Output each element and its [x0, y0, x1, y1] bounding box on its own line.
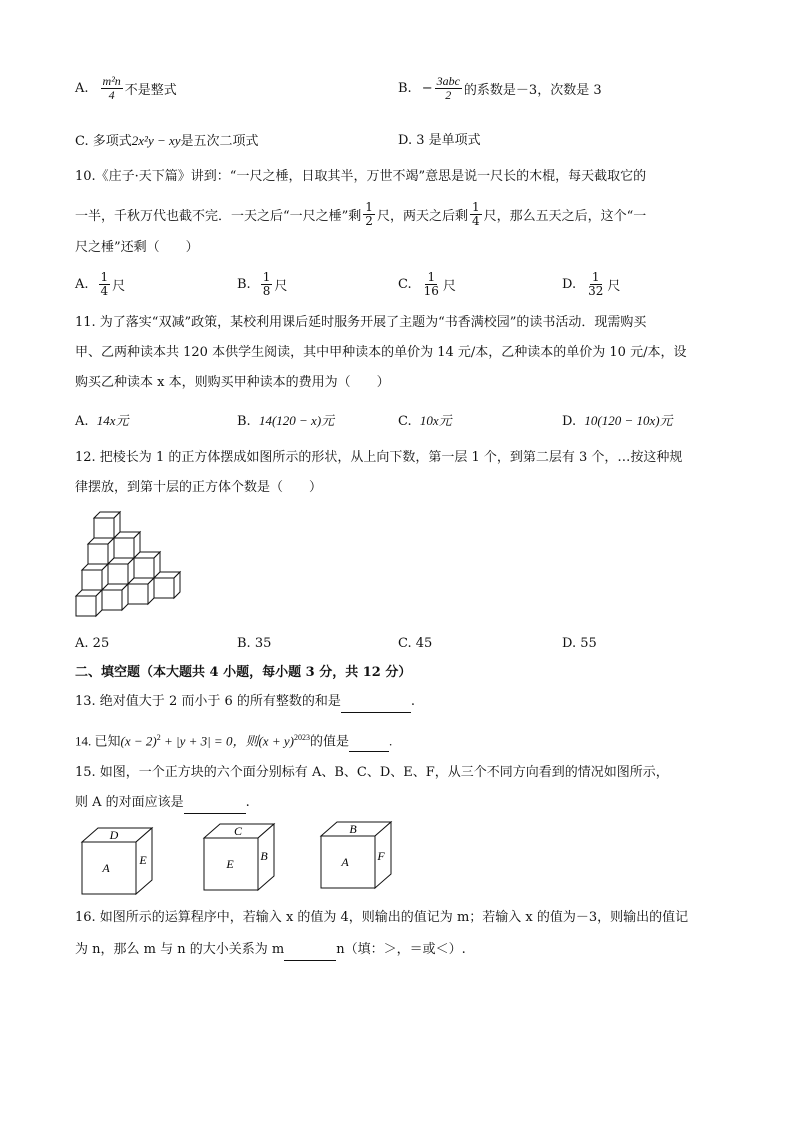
exponent: 2	[156, 733, 161, 742]
option-label: C.	[398, 276, 412, 292]
numerator: 1	[591, 269, 600, 284]
q15-line2	[75, 793, 250, 814]
period: .	[245, 795, 250, 810]
fraction	[99, 271, 111, 298]
denominator: 4	[108, 87, 115, 102]
option-label: D.	[562, 276, 577, 292]
option-label: D.	[562, 414, 577, 429]
cube	[134, 552, 160, 578]
q12-option-a	[75, 634, 109, 654]
cube	[108, 558, 134, 584]
option-label: A.	[75, 414, 89, 429]
q10-option-d	[562, 266, 620, 302]
q16-text-b: n（填：＞，＝或＜）.	[336, 942, 466, 957]
option-value: 45	[415, 636, 433, 651]
option-text: 不是整式	[124, 82, 177, 98]
q12-option-b	[237, 634, 271, 654]
q14-prefix: 14. 已知	[75, 733, 121, 749]
face-side-label: E	[139, 853, 147, 867]
labeled-cube-1	[80, 826, 160, 898]
face-top-label: C	[233, 824, 243, 838]
option-expr: 10(120 − 10x)元	[584, 413, 673, 428]
q10-option-b	[237, 266, 287, 302]
face-top-label: D	[109, 828, 119, 842]
fraction	[586, 271, 605, 298]
q10-text-a: 一半，千秋万代也截不完．一天之后“一尺之棰”剩	[75, 208, 362, 224]
numerator: 1	[365, 199, 373, 214]
q11-option-a	[75, 411, 129, 432]
face-side-label: B	[260, 849, 268, 863]
cube	[114, 532, 140, 558]
cube	[154, 572, 180, 598]
option-text: 是五次二项式	[180, 134, 259, 149]
option-label: D.	[398, 133, 413, 148]
q9-option-b	[398, 70, 602, 106]
q14-suffix: 的值是	[309, 733, 349, 749]
q11-option-c	[398, 411, 452, 432]
section-heading: 二、填空题（本大题共 4 小题，每小题 3 分，共 12 分）	[75, 665, 412, 680]
cube	[128, 578, 154, 604]
q16-line1: 16. 如图所示的运算程序中，若输入 x 的值为 4，则输出的值记为 m；若输入 x 的值为－3，则输出的值记	[75, 910, 689, 925]
cube	[82, 564, 108, 590]
unit: 尺	[607, 278, 621, 294]
answer-blank[interactable]	[184, 793, 246, 814]
answer-blank[interactable]	[341, 692, 411, 713]
option-label: C.	[398, 414, 412, 429]
option-label: B.	[398, 80, 412, 96]
expression: 2x²y − xy	[131, 133, 181, 148]
exponent: 2023	[293, 733, 310, 742]
cube	[94, 512, 120, 538]
q11-line3: 购买乙种读本 x 本，则购买甲种读本的费用为（ ）	[75, 375, 390, 390]
expression: + |y + 3| = 0，则	[160, 733, 259, 749]
q10-option-c	[398, 266, 456, 302]
q10-line1: 10.《庄子·天下篇》讲到：“一尺之棰，日取其半，万世不竭”意思是说一尺长的木棍，每天截取它的	[75, 169, 647, 184]
option-label: B.	[237, 414, 251, 429]
period: .	[410, 694, 416, 709]
q11-line1: 11. 为了落实“双减”政策，某校利用课后延时服务开展了主题为“书香满校园”的读书活动．现需购买	[75, 315, 647, 330]
q15-line1: 15. 如图，一个正方块的六个面分别标有 A、B、C、D、E、F，从三个不同方向看到的情况如图所示，	[75, 765, 669, 780]
option-label: C.	[75, 134, 89, 149]
labeled-cube-3	[319, 820, 399, 892]
face-front-label: E	[226, 857, 234, 871]
fraction	[261, 271, 273, 298]
q10-line3: 尺之棰”还剩（ ）	[75, 240, 199, 255]
denominator: 8	[262, 283, 271, 298]
face-side-label: F	[377, 849, 385, 863]
q10-text-c: 尺，那么五天之后，这个“一	[483, 208, 647, 224]
q12-line1: 12. 把棱长为 1 的正方体摆成如图所示的形状，从上向下数，第一层 1 个，到第二层有 3 个，…按这种规	[75, 450, 683, 465]
q12-option-d	[562, 634, 597, 654]
minus-sign: −	[421, 80, 433, 96]
q9-option-a	[75, 70, 177, 106]
option-prefix: 多项式	[92, 134, 132, 149]
option-text: 3 是单项式	[416, 133, 481, 148]
q13	[75, 692, 415, 713]
option-label: A.	[75, 636, 89, 651]
option-value: 55	[580, 636, 597, 651]
q16-line2	[75, 940, 466, 961]
option-label: B.	[237, 276, 251, 292]
numerator: 3abc	[436, 73, 460, 88]
numerator: 1	[100, 269, 109, 284]
option-expr: 14x元	[96, 413, 129, 428]
face-front-label: A	[341, 855, 349, 869]
q10-option-a	[75, 266, 125, 302]
fraction	[435, 75, 462, 102]
answer-blank[interactable]	[349, 731, 389, 752]
expression: (x − 2)	[120, 733, 157, 749]
option-label: C.	[398, 636, 412, 651]
cube-stack-figure	[74, 508, 184, 620]
fraction	[101, 75, 123, 102]
q12-line2: 律摆放，到第十层的正方体个数是（ ）	[75, 480, 323, 495]
q15-text: 则 A 的对面应该是	[75, 795, 184, 810]
numerator: 1	[262, 269, 271, 284]
q12-option-c	[398, 634, 432, 654]
q10-text-b: 尺，两天之后剩	[376, 208, 468, 224]
labeled-cube-2	[202, 822, 282, 894]
option-value: 25	[92, 636, 110, 651]
q9-option-c	[75, 131, 259, 152]
answer-blank[interactable]	[284, 940, 336, 961]
unit: 尺	[274, 278, 288, 294]
cube	[102, 584, 128, 610]
denominator: 16	[423, 283, 439, 298]
denominator: 4	[100, 283, 109, 298]
cube	[76, 590, 102, 616]
fraction	[470, 201, 482, 228]
denominator: 2	[365, 213, 373, 228]
option-expr: 14(120 − x)元	[258, 413, 335, 428]
q9-option-d	[398, 131, 481, 151]
numerator: 1	[427, 269, 436, 284]
q14	[75, 728, 392, 752]
q13-text: 13. 绝对值大于 2 而小于 6 的所有整数的和是	[75, 694, 341, 709]
option-expr: 10x元	[419, 413, 452, 428]
face-top-label: B	[349, 822, 357, 836]
q16-text-a: 为 n，那么 m 与 n 的大小关系为 m	[75, 942, 285, 957]
option-label: D.	[562, 636, 577, 651]
q11-line2: 甲、乙两种读本共 120 本供学生阅读，其中甲种读本的单价为 14 元/本，乙种读本的单价为 10 元/本，设	[75, 345, 687, 360]
denominator: 2	[445, 87, 452, 102]
numerator: m²n	[102, 73, 121, 88]
option-label: B.	[237, 636, 251, 651]
period: .	[388, 733, 393, 749]
q11-option-d	[562, 411, 673, 432]
numerator: 1	[471, 199, 480, 214]
face-front-label: A	[102, 861, 110, 875]
expression: (x + y)	[258, 733, 294, 749]
option-text: 的系数是－3，次数是 3	[463, 82, 602, 98]
fraction	[363, 201, 375, 228]
cube	[88, 538, 114, 564]
denominator: 4	[471, 213, 480, 228]
option-label: A.	[75, 80, 89, 96]
option-value: 35	[254, 636, 272, 651]
unit: 尺	[112, 278, 126, 294]
denominator: 32	[588, 283, 604, 298]
q11-option-b	[237, 411, 334, 432]
unit: 尺	[442, 278, 456, 294]
q10-line2	[75, 196, 646, 232]
option-label: A.	[75, 276, 89, 292]
fraction	[422, 271, 441, 298]
